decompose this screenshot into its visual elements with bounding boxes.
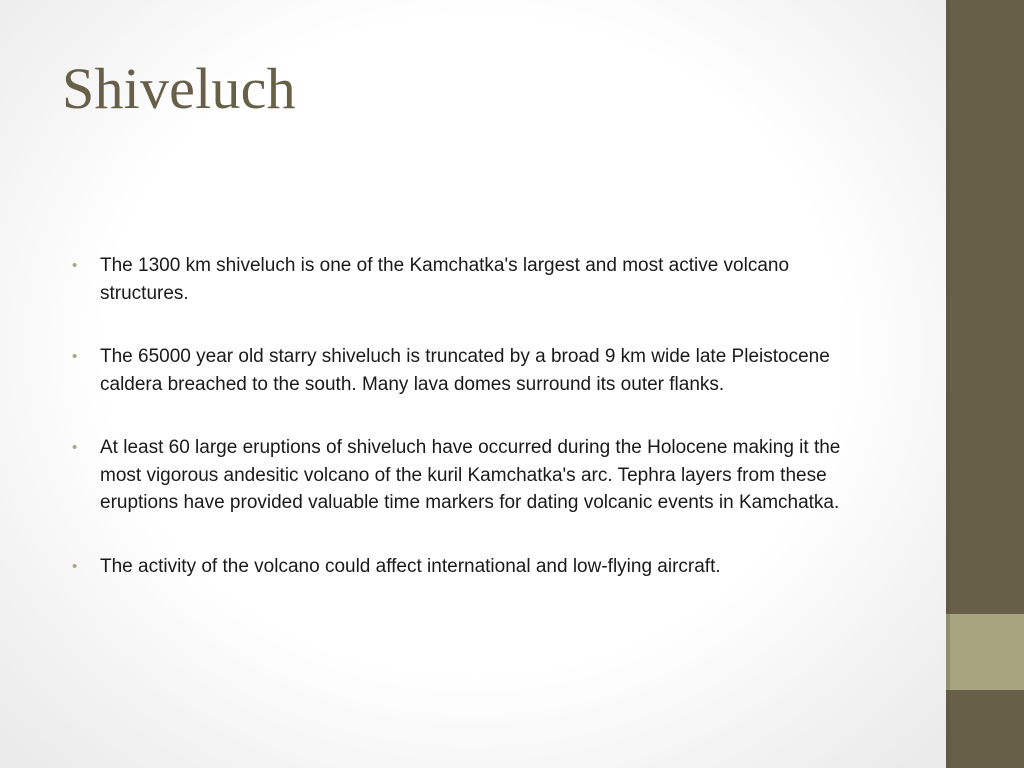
slide-title: Shiveluch bbox=[62, 56, 296, 121]
bullet-text: At least 60 large eruptions of shiveluch have occurred during the Holocene making it the most vigorous andesitic volcano of the kuril Kamchatka's arc. Tephra layers from these eruptions have provided valuable time markers for dating volcanic events in Kamchatka. bbox=[100, 437, 841, 513]
bullet-list bbox=[72, 252, 872, 616]
bullet-dot-icon: • bbox=[72, 348, 78, 365]
decorative-sidebar bbox=[946, 0, 1024, 768]
bullet-text: The activity of the volcano could affect international and low-flying aircraft. bbox=[100, 555, 721, 577]
bullet-dot-icon: • bbox=[72, 257, 78, 274]
bullet-dot-icon: • bbox=[72, 439, 78, 456]
bullet-item bbox=[72, 434, 872, 517]
bullet-dot-icon: • bbox=[72, 557, 78, 575]
sidebar-accent-block bbox=[946, 614, 1024, 690]
bullet-text: The 1300 km shiveluch is one of the Kamchatka's largest and most active volcano structures. bbox=[100, 255, 790, 304]
sidebar-divider bbox=[946, 0, 950, 768]
bullet-text: The 65000 year old starry shiveluch is truncated by a broad 9 km wide late Pleistocene caldera breached to the south. Many lava domes surround its outer flanks. bbox=[100, 346, 830, 395]
bullet-item bbox=[72, 553, 872, 581]
bullet-item bbox=[72, 252, 872, 307]
bullet-item bbox=[72, 343, 872, 398]
